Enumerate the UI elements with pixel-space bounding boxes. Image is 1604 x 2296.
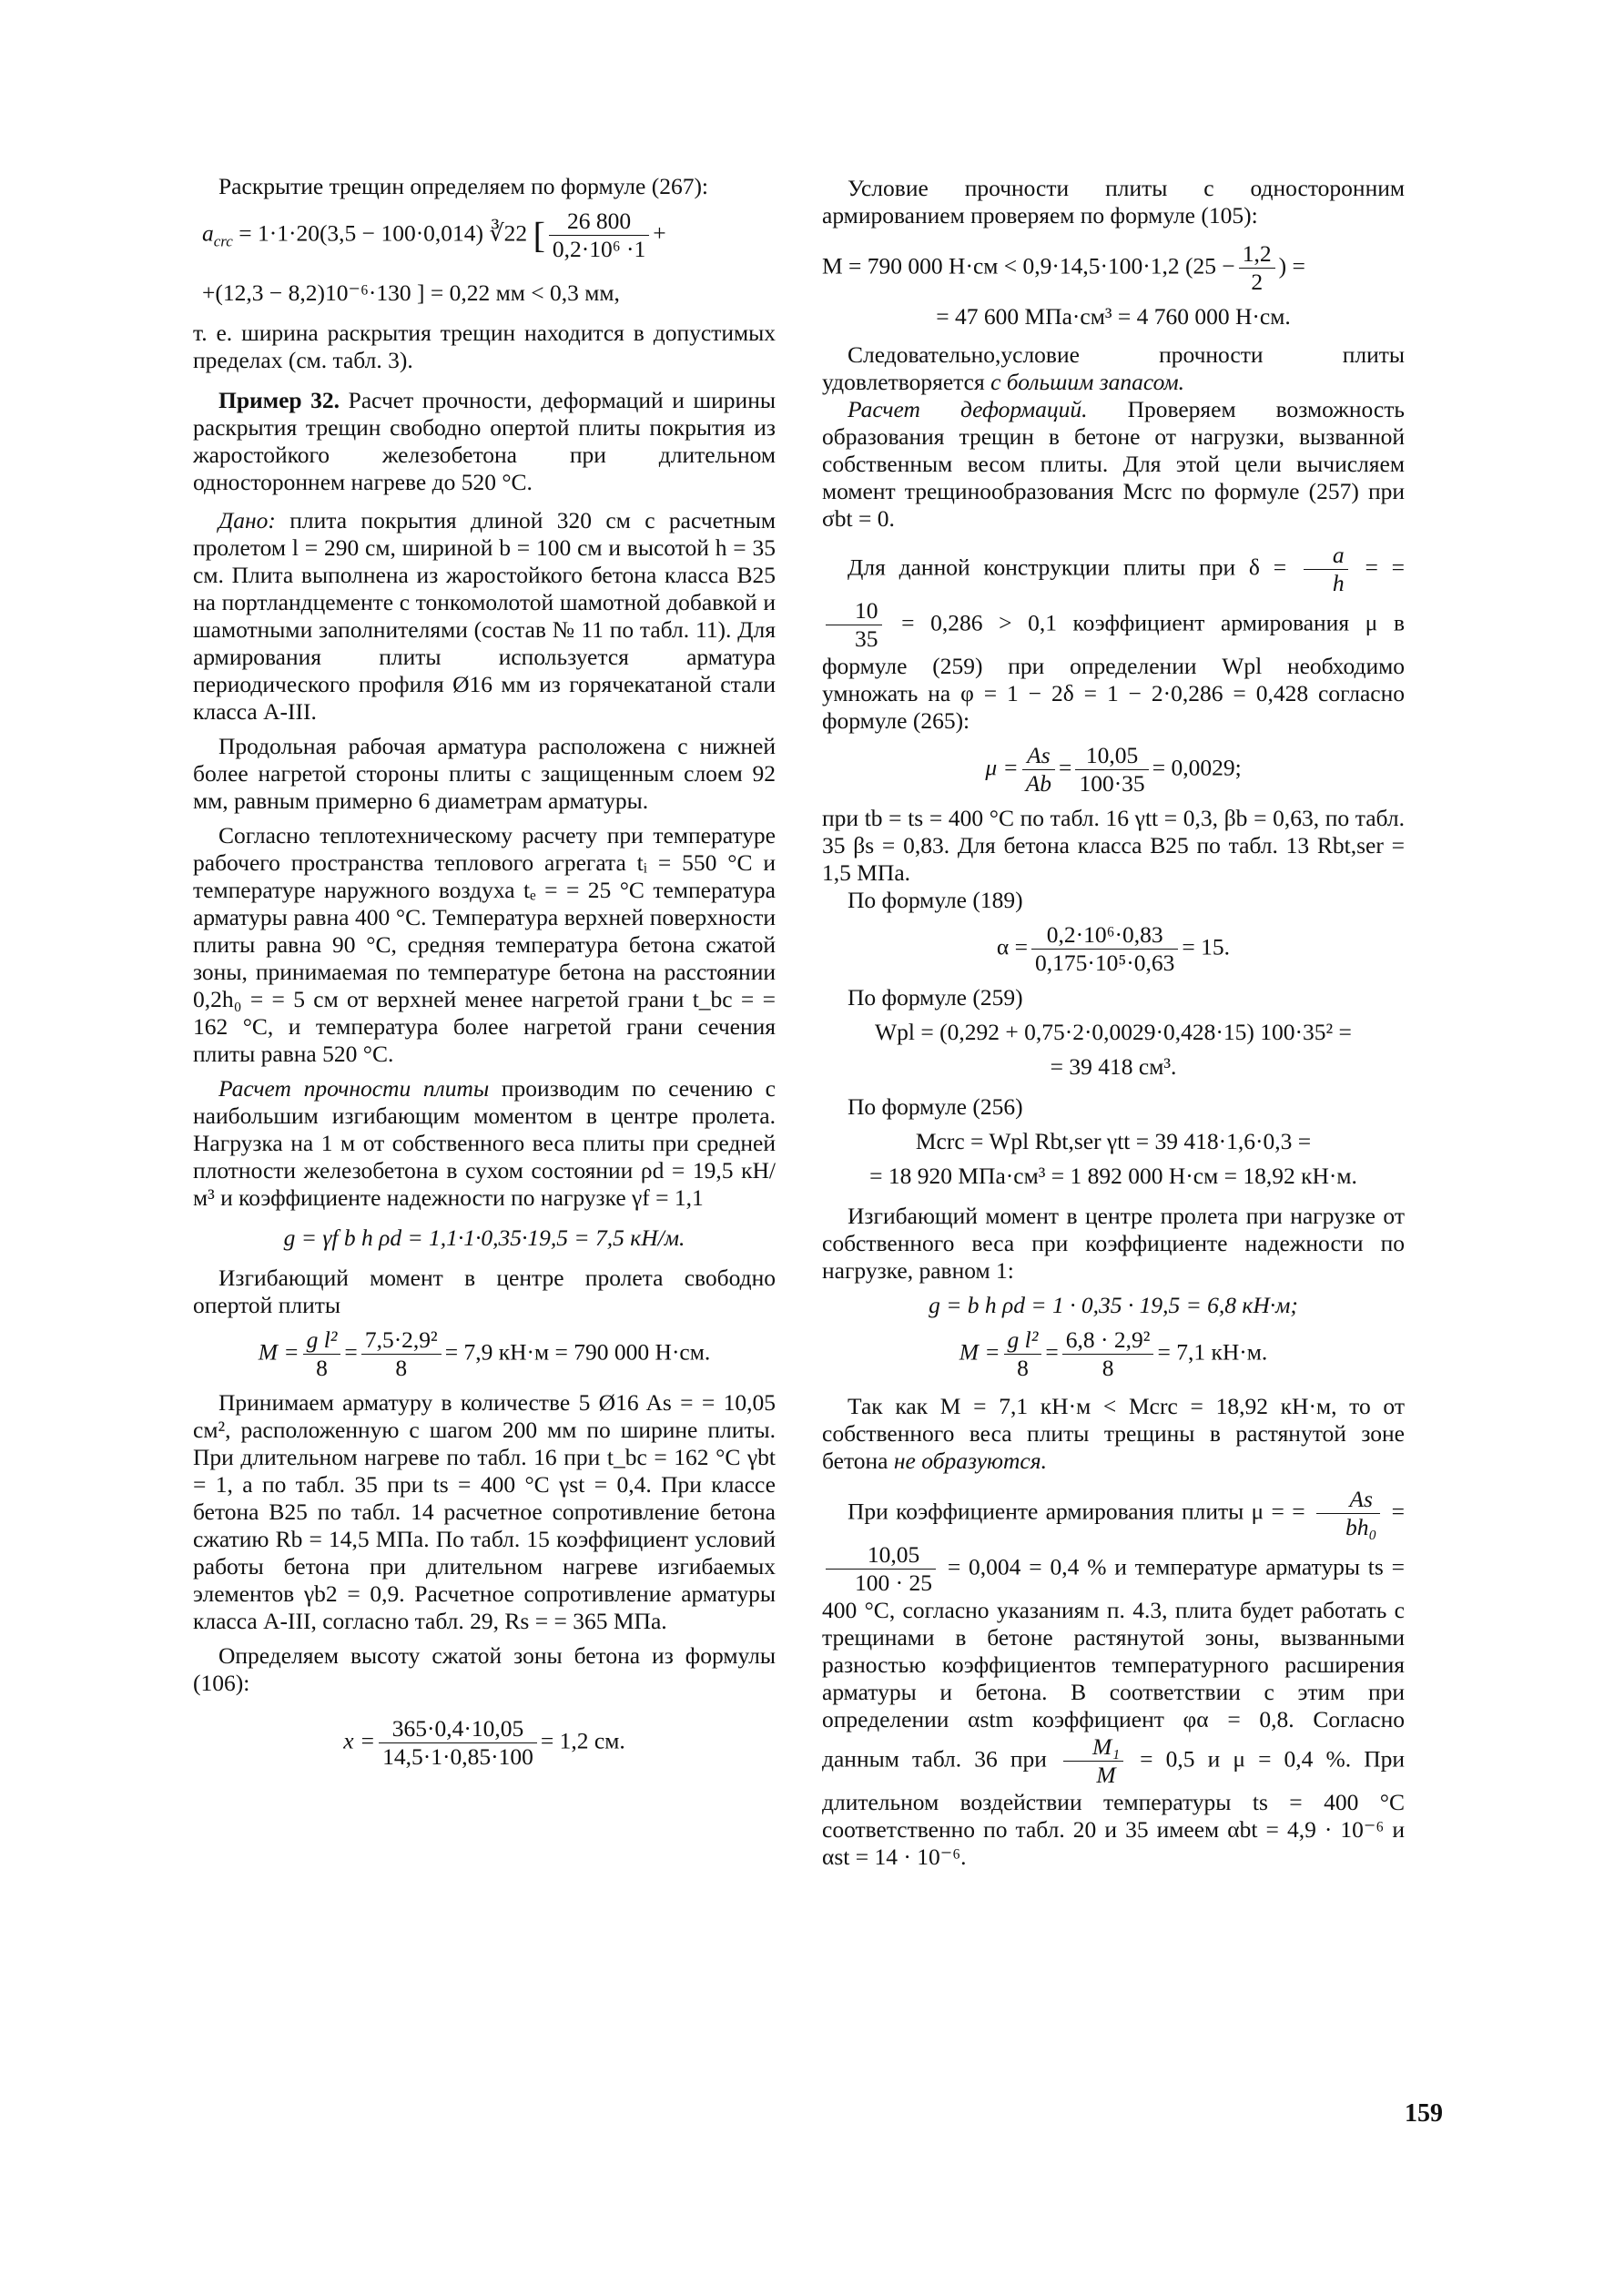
paragraph: Изгибающий момент в центре пролета свободно опертой плиты [193, 1265, 776, 1318]
paragraph: Расчет деформаций. Проверяем возможность образования трещин в бетоне от нагрузки, вызванной собственным весом плиты. Для этой цели вычисляем момент трещинообразования Mcrc по формуле (257) при σbt = 0. [822, 396, 1405, 532]
paragraph: Условие прочности плиты с односторонним армированием проверяем по формуле (105): [822, 175, 1405, 229]
paragraph: Принимаем арматуру в количестве 5 Ø16 As = = 10,05 см², расположенную с шагом 200 мм по ширине плиты. При длительном нагреве по табл. 16 при t_bc = 162 °С γbt = 1, а по табл. 35 при ts = 400 °С γst = 0,4. При классе бетона В25 по табл. 14 расчетное сопротивление бетона сжатию Rb = 14,5 МПа. По табл. 15 коэффициент условий работы бетона при длительном нагреве изгибаемых элементов γb2 = 0,9. Расчетное сопротивление арматуры класса A-III, согласно табл. 29, Rs = = 365 МПа. [193, 1389, 776, 1634]
paragraph: Расчет прочности плиты производим по сечению с наибольшим изгибающим моментом в центре пролета. Нагрузка на 1 м от собственного веса плиты при средней плотности железобетона в сухом состоянии ρd = 19,5 кН/м³ и коэффициенте надежности по нагрузке γf = 1,1 [193, 1075, 776, 1211]
paragraph: При коэффициенте армирования плиты μ = = $\frac{As}{\text{bh₀}}$ = $\frac{10,05}{100 \cdot 25}$ = 0,004 = 0,4 % и температуре арматуры ts = 400 °С, согласно указаниям п. 4.3, плита будет работать с трещинами в бетоне растянутой зоны, вызванными разностью коэффициентов температурного расширения арматуры и бетона. В соответствии с этим при определении αstm коэффициент φα = 0,8. Согласно данным табл. 36 при $\frac{\text{M₁}}{M}$ = 0,5 и μ = 0,4 %. При длительном воздействии температуры ts = 400 °С соответственно по табл. 20 и 35 имеем αbt = 4,9 · 10⁻⁶ и αst = 14 · 10⁻⁶. [822, 1486, 1406, 1870]
formula-105-cont: = 47 600 МПа·см³ = 4 760 000 Н·см. [936, 303, 1291, 330]
formula-106: x = $\frac{365\cdot 0,4\cdot 10,05}{14,5\cdot 1\cdot 0,85\cdot 100}$ = 1,2 см. [343, 1715, 625, 1770]
paragraph: Продольная рабочая арматура расположена с нижней более нагретой стороны плиты с защищенным слоем 92 мм, равным примерно 6 диаметрам арматуры. [193, 733, 776, 814]
formula-256: Mcrc = Wpl Rbt,ser γtt = 39 418·1,6·0,3 = [915, 1128, 1312, 1154]
paragraph: Согласно теплотехническому расчету при температуре рабочего пространства теплового агрегата tᵢ = 550 °С и температуре наружного воздуха tₑ = = 25 °С температура арматуры равна 400 °С. Температура верхней поверхности плиты равна 90 °С, средняя температура бетона сжатой зоны, принимаемая по температуре бетона на расстоянии 0,2h₀ = = 5 см от верхней менее нагретой грани t_bc = = 162 °С, и температура более нагретой грани сечения плиты равна 520 °С. [193, 822, 776, 1067]
paragraph: По формуле (259) [848, 984, 1023, 1011]
formula-265: μ = $\frac{As}{Ab}$ = $\frac{10,05}{100\cdot 35}$ = 0,0029; [985, 742, 1242, 797]
paragraph: Так как M = 7,1 кН·м < Mcrc = 18,92 кН·м, то от собственного веса плиты трещины в растянутой зоне бетона не образуются. [822, 1393, 1405, 1474]
formula-267-cont: +(12,3 − 8,2)10⁻⁶·130 ] = 0,22 мм < 0,3 мм, [202, 279, 620, 306]
paragraph: Для данной конструкции плиты при δ = $\frac{a}{h}$ = = $\frac{10}{35}$ = 0,286 > 0,1 коэффициент армирования μ в формуле (259) при определении Wpl необходимо умножать на φ = 1 − 2δ = 1 − 2·0,286 = 0,428 согласно формуле (265): [822, 542, 1406, 734]
formula-load-2: g = b h ρd = 1 · 0,35 · 19,5 = 6,8 кН·м; [929, 1292, 1298, 1318]
formula-moment-2: M = $\frac{\text{g l²}}{8}$ = $\frac{\text{6,8 · 2,9²}}{8}$ = 7,1 кН·м. [959, 1326, 1268, 1381]
formula-189: α = $\frac{\text{0,2·10⁶·0,83}}{\text{0,175·10⁵·0,63}}$ = 15. [996, 921, 1231, 976]
paragraph: Следовательно,условие прочности плиты удовлетворяется с большим запасом. [822, 341, 1405, 395]
paragraph: Раскрытие трещин определяем по формуле (267): [218, 173, 709, 199]
right-column [822, 175, 1405, 1871]
left-column [193, 173, 776, 1778]
paragraph: По формуле (189) [848, 887, 1023, 913]
paragraph: при tb = ts = 400 °С по табл. 16 γtt = 0,3, βb = 0,63, по табл. 35 βs = 0,83. Для бетона класса В25 по табл. 13 Rbt,ser = 1,5 МПа. [822, 805, 1405, 886]
formula-moment: M = $\frac{\text{g l²}}{8}$ = $\frac{\text{7,5·2,9²}}{8}$ = 7,9 кН·м = 790 000 Н·см. [258, 1326, 711, 1381]
formula-259-cont: = 39 418 см³. [1050, 1053, 1177, 1080]
formula-105: M = 790 000 Н·см < 0,9·14,5·100·1,2 (25 − $\frac{1,2}{2}$ ) = [822, 240, 1305, 295]
page-number: 159 [1405, 2099, 1443, 2128]
example-heading: Пример 32. Расчет прочности, деформаций и ширины раскрытия трещин свободно опертой плиты покрытия из жаростойкого железобетона при длительном одностороннем нагреве до 520 °С. [193, 387, 776, 495]
paragraph: По формуле (256) [848, 1093, 1023, 1120]
paragraph: Определяем высоту сжатой зоны бетона из формулы (106): [193, 1642, 776, 1696]
formula-256-cont: = 18 920 МПа·см³ = 1 892 000 Н·см = 18,92 кН·м. [869, 1163, 1357, 1189]
paragraph: т. е. ширина раскрытия трещин находится в допустимых пределах (см. табл. 3). [193, 320, 776, 373]
formula-load: g = γf b h ρd = 1,1·1·0,35·19,5 = 7,5 кН/м. [283, 1224, 685, 1251]
paragraph: Дано: плита покрытия длиной 320 см с расчетным пролетом l = 290 см, шириной b = 100 см и высотой h = 35 см. Плита выполнена из жаростойкого бетона класса В25 на портландцементе с тонкомолотой шамотной добавкой и шамотными заполнителями (состав № 11 по табл. 11). Для армирования плиты используется арматура периодического профиля Ø16 мм из горячекатаной стали класса A-III. [193, 507, 777, 725]
formula-259: Wpl = (0,292 + 0,75·2·0,0029·0,428·15) 100·35² = [875, 1019, 1352, 1045]
formula-267: $a_{crc} = 1\cdot 1\cdot 20(3,5 - 100\cdot 0,014)$ ∛22 [ $\frac{26 800}{\text{0,2·10⁶ ·1}}$ + [202, 208, 666, 262]
paragraph: Изгибающий момент в центре пролета при нагрузке от собственного веса при коэффициенте надежности по нагрузке, равном 1: [822, 1203, 1405, 1284]
